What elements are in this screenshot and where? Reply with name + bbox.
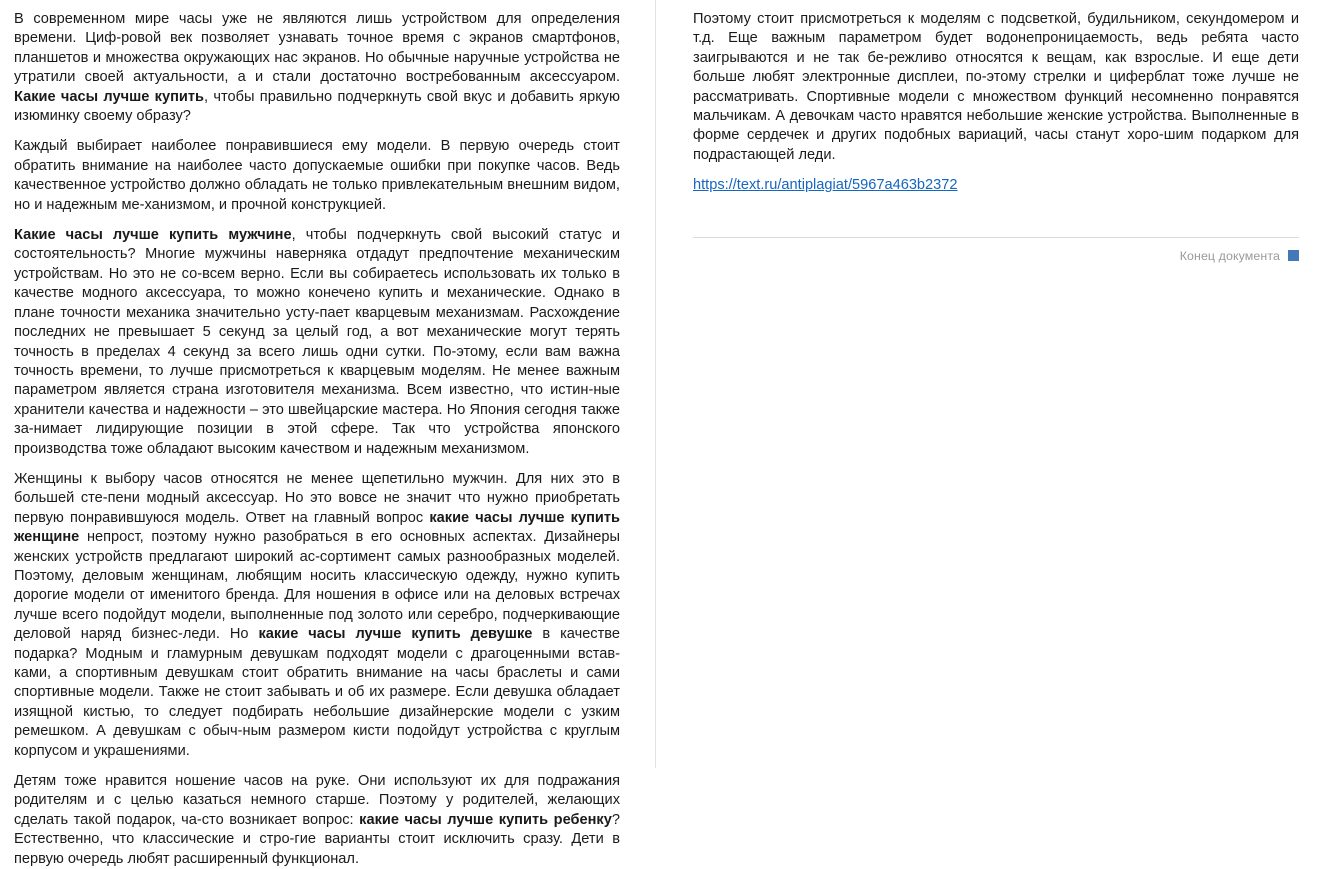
paragraph-4-run-1: Женщины к выбору часов относятся не менее щепетильно мужчин. Для них это в большей сте-пени модный аксессуар. Но это вовсе не значит что нужно приобретать первую понравившуюся модель. Ответ на главный вопрос: [14, 470, 620, 526]
paragraph-4-run-5: в качестве подарка? Модным и гламурным девушкам подходят модели с драгоценными встав-ками, а спортивным девушкам стоит обратить внимание на часы браслеты и сами спортивные модели. Также не стоит забывать и об их размере. Если девушка обладает изящной кистью, то следует подбирать небольшие дизайнерские модели с узким ремешком. А девушкам с обыч-ным размером кисти подойдут устройства с круглым корпусом и украшениями.: [14, 626, 620, 759]
document-end-square-icon: [1288, 250, 1299, 261]
paragraph-1: [14, 10, 620, 126]
antiplagiat-link-row: [693, 176, 1299, 195]
paragraph-3-run-1-bold: Какие часы лучше купить мужчине: [14, 227, 292, 244]
paragraph-5-run-2-bold: какие часы лучше купить ребенку: [359, 811, 612, 828]
footer-divider: [693, 237, 1299, 238]
right-text-column: [693, 0, 1325, 263]
paragraph-4-run-2-bold: какие часы лучше купить женщине: [14, 509, 620, 546]
paragraph-4: [14, 470, 620, 761]
paragraph-2-run-1: Каждый выбирает наиболее понравившиеся ему модели. В первую очередь стоит обратить внимание на наиболее часто допускаемые ошибки при покупке часов. Ведь качественное устройство должно обладать не только привлекательным внешним видом, но и надежным ме-ханизмом, и прочной конструкцией.: [14, 138, 620, 213]
paragraph-1-run-3: , чтобы правильно подчеркнуть свой вкус и добавить яркую изюминку своему образу?: [14, 88, 620, 125]
antiplagiat-link[interactable]: https://text.ru/antiplagiat/5967a463b2372: [693, 177, 958, 194]
document-end-marker: [693, 249, 1299, 263]
paragraph-2: [14, 137, 620, 215]
paragraph-5-run-3: ? Естественно, что классические и стро-гие варианты стоит исключить сразу. Дети в первую очередь любят расширенный функционал.: [14, 811, 620, 867]
paragraph-3-run-2: , чтобы подчеркнуть свой высокий статус и состоятельность? Многие мужчины наверняка отдадут предпочтение механическим устройствам. Но это не со-всем верно. Если вы собираетесь использовать их только в качестве модного аксессуара, то можно конечено купить и механические. Однако в плане точности механика значительно усту-пает кварцевым механизмам. Расхождение последних не превышает 5 секунд за целый год, а вот механические могут терять точность в пределах 4 секунд за всего лишь одни сутки. По-этому, если вам важна точность времени, то лучше присмотреться к кварцевым моделям. Не менее важным параметром является страна изготовителя механизма. Всем известно, что истин-ные хранители качества и надежности – это швейцарские мастера. Но Япония сегодня также за-нимает лидирующие позиции в этой сфере. Так что устройства японского производства тоже обладают высоким качеством и надежным механизмом.: [14, 227, 620, 457]
paragraph-1-run-1: В современном мире часы уже не являются лишь устройством для определения времени. Циф-ровой век позволяет узнавать точное время с экранов смартфонов, планшетов и множества окружающих нас экранов. Но обычные наручные устройства не утратили своей актуальности, а и стали достаточно востребованным аксессуаром.: [14, 11, 620, 86]
paragraph-6: [693, 10, 1299, 165]
paragraph-3: [14, 226, 620, 459]
paragraph-5-run-1: Детям тоже нравится ношение часов на руке. Они используют их для подражания родителям и с целью казаться немного старше. Поэтому у родителей, желающих сделать такой подарок, ча-сто возникает вопрос:: [14, 773, 620, 828]
paragraph-4-run-4-bold: какие часы лучше купить девушке: [258, 626, 533, 643]
paragraph-6-run-1: Поэтому стоит присмотреться к моделям с подсветкой, будильником, секундомером и т.д. Еще важным параметром будет водонепроницаемость, ведь ребята часто заигрываются и не так бе-режливо относятся к вещам, как взрослые. И еще дети больше любят электронные дисплеи, по-этому стрелки и циферблат тоже лучше не рассматривать. Спортивные модели с множеством функций несомненно понравятся мальчикам. А девочкам часто нравятся небольшие женские устройства. Выполненные в форме сердечек и других подобных вариаций, часы станут хоро-шим подарком для подрастающей леди.: [693, 11, 1299, 163]
paragraph-4-run-3: непрост, поэтому нужно разобраться в его основных аспектах. Дизайнеры женских устройств предлагают широкий ас-сортимент самых разнообразных моделей. Поэтому, деловым женщинам, любящим носить классическую одежду, нужно купить дорогие модели от именитого бренда. Для ношения в офисе или на деловых встречах лучше всего подойдут модели, выполненные под золото или серебро, подчеркивающие деловой наряд бизнес-леди. Но: [14, 529, 620, 643]
left-text-column: [0, 0, 656, 869]
paragraph-1-run-2-bold: Какие часы лучше купить: [14, 88, 205, 105]
document-end-label: Конец документа: [1179, 248, 1280, 263]
paragraph-5: [14, 772, 620, 869]
